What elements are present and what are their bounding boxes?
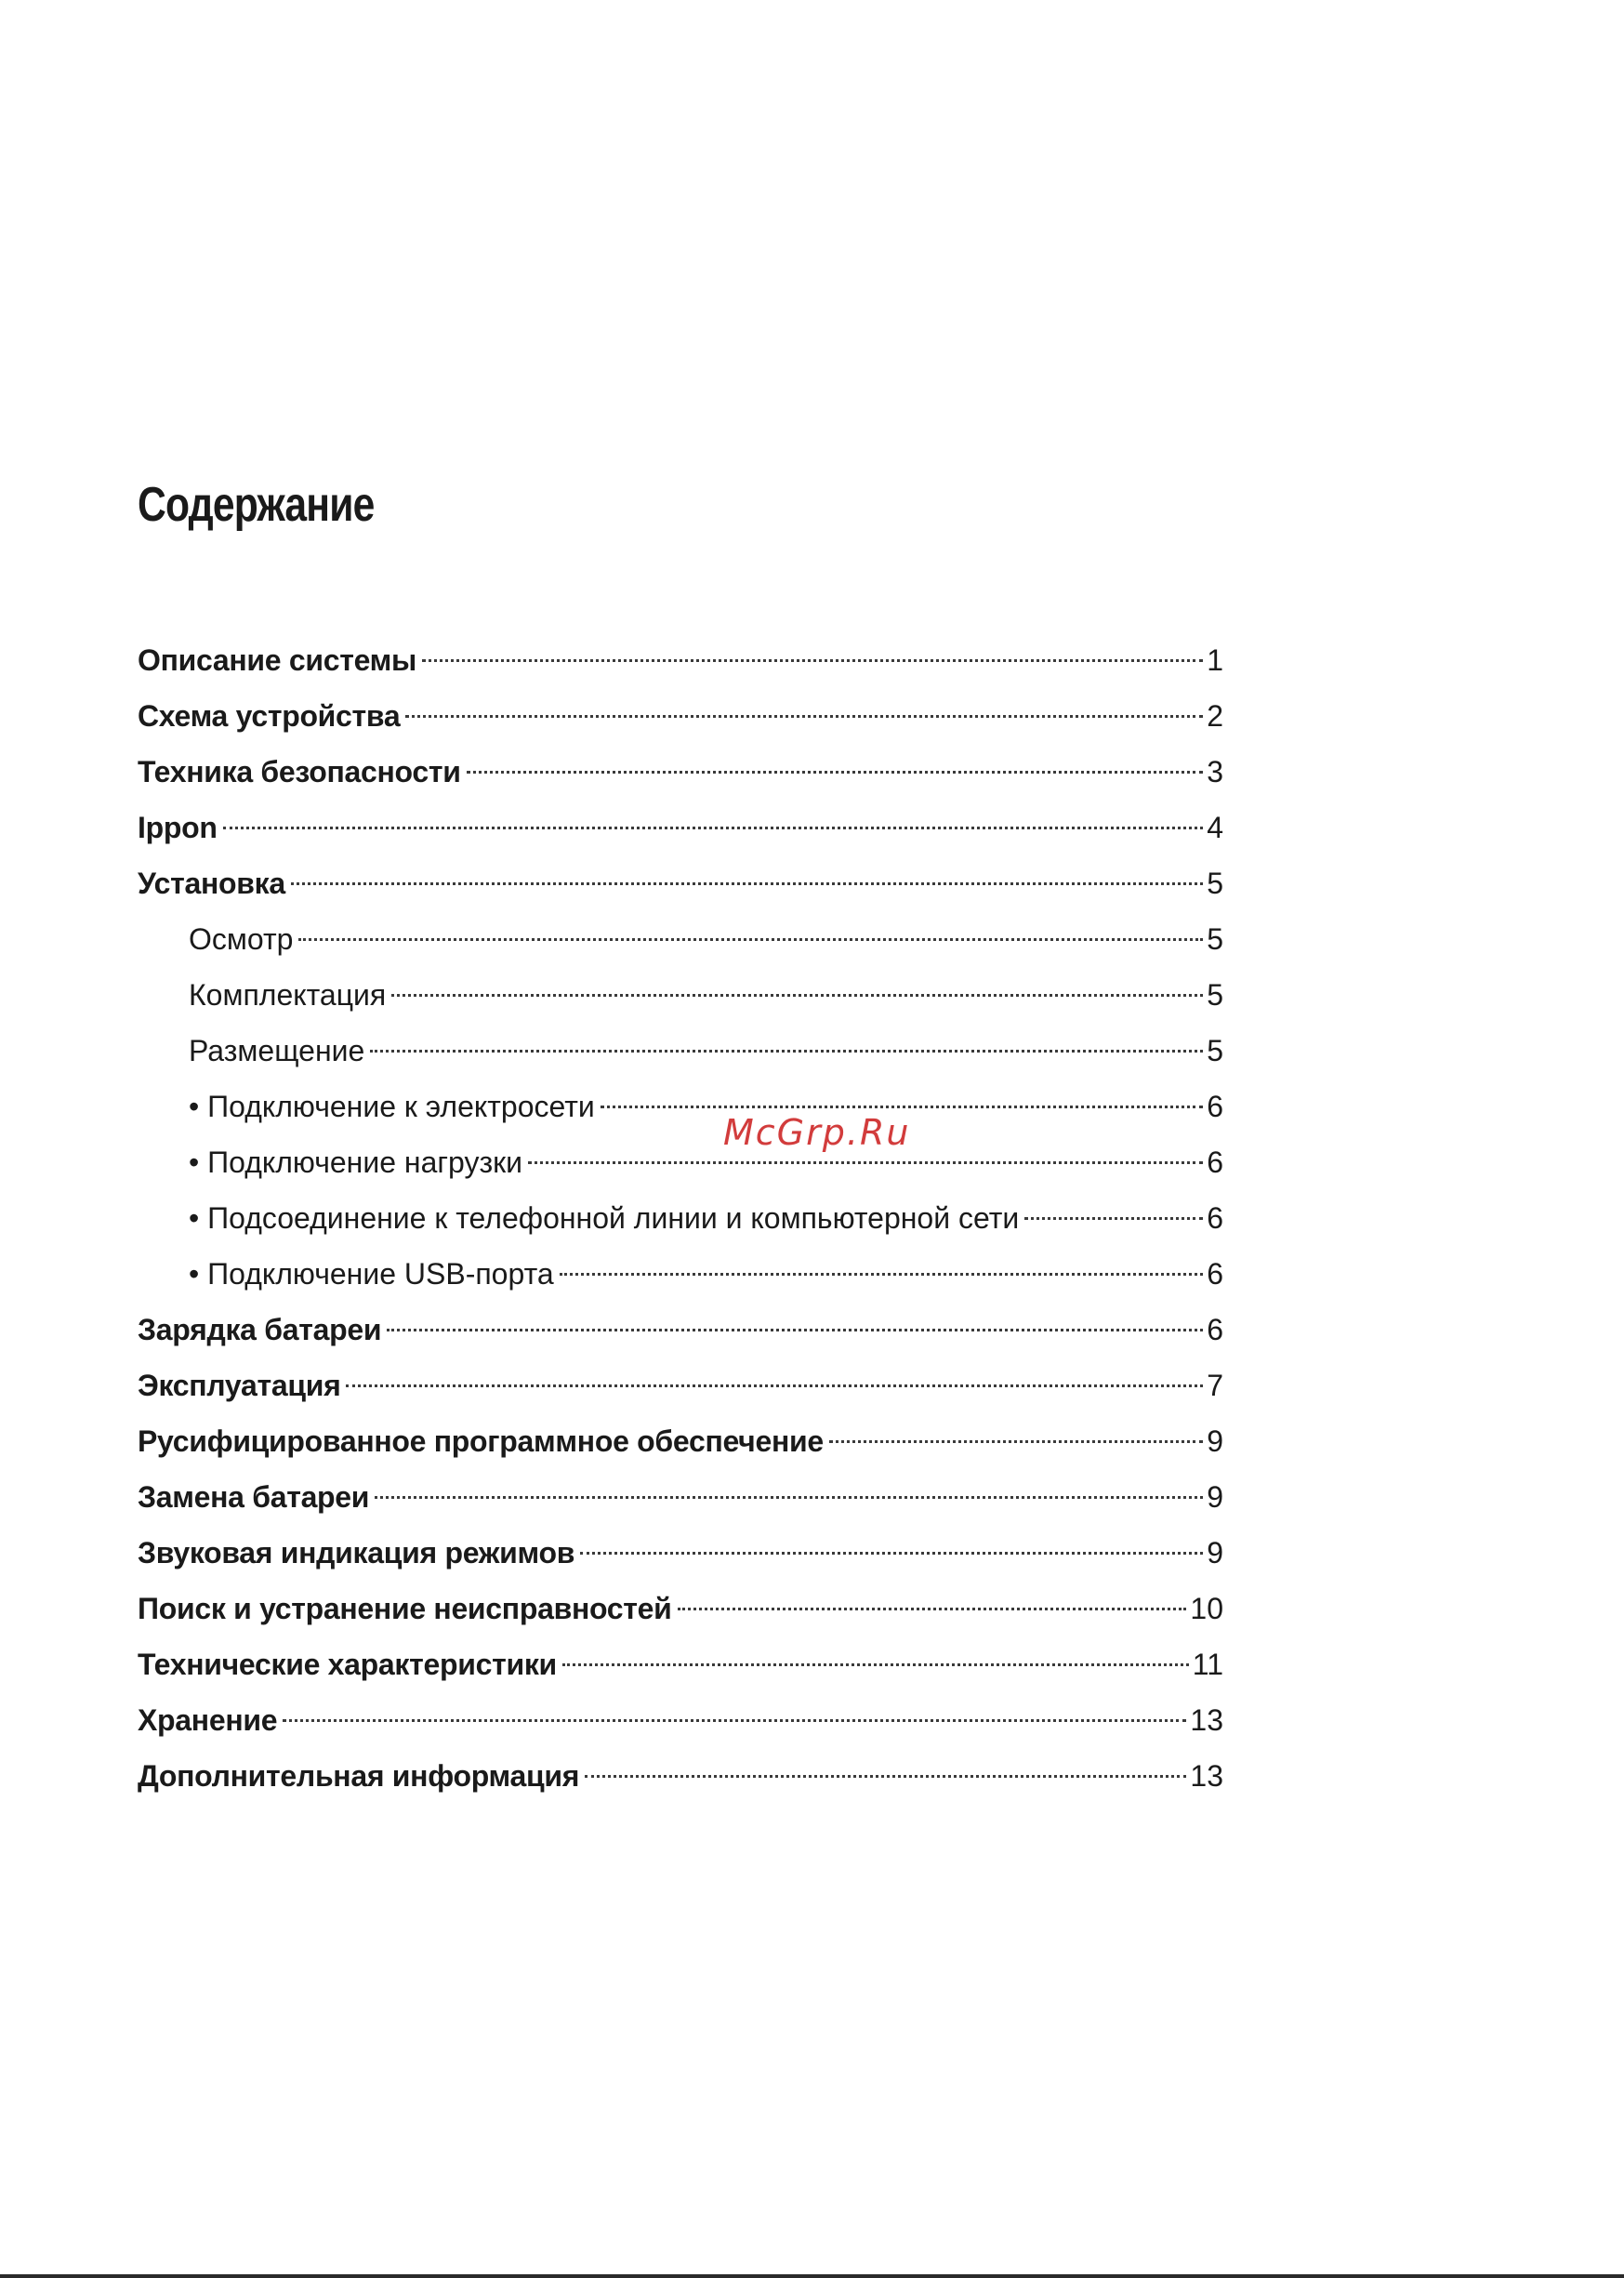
toc-entry-label: • Подключение нагрузки: [189, 1146, 523, 1179]
toc-entry-page-number: 5: [1207, 978, 1223, 1012]
toc-entry[interactable]: [138, 1525, 1223, 1581]
toc-dot-leader: [346, 1384, 1203, 1387]
toc-entry[interactable]: [138, 1692, 1223, 1748]
page-title: Содержание: [138, 478, 375, 532]
toc-entry-page-number: 4: [1207, 811, 1223, 844]
toc-entry-page-number: 13: [1190, 1703, 1223, 1737]
toc-entry-page-number: 10: [1190, 1592, 1223, 1625]
toc-entry-label: Установка: [138, 867, 285, 900]
toc-entry[interactable]: [138, 1190, 1223, 1246]
toc-entry[interactable]: [138, 911, 1223, 967]
toc-entry-label: Русифицированное программное обеспечение: [138, 1424, 824, 1458]
toc-dot-leader: [1024, 1217, 1203, 1220]
toc-entry-label: • Подсоединение к телефонной линии и компьютерной сети: [189, 1201, 1020, 1235]
toc-dot-leader: [829, 1440, 1203, 1443]
toc-dot-leader: [298, 938, 1203, 941]
toc-dot-leader: [528, 1161, 1203, 1164]
toc-dot-leader: [678, 1608, 1187, 1610]
toc-entry-label: Технические характеристики: [138, 1648, 557, 1681]
toc-dot-leader: [291, 882, 1203, 885]
toc-entry[interactable]: [138, 1413, 1223, 1469]
toc-entry-label: Дополнительная информация: [138, 1759, 580, 1793]
table-of-contents: [138, 632, 1223, 1804]
toc-entry-label: Размещение: [189, 1034, 365, 1067]
toc-entry-label: Звуковая индикация режимов: [138, 1536, 575, 1569]
toc-entry[interactable]: [138, 855, 1223, 911]
toc-entry[interactable]: [138, 632, 1223, 688]
toc-entry[interactable]: [138, 1469, 1223, 1525]
toc-dot-leader: [223, 827, 1204, 829]
toc-entry-page-number: 7: [1207, 1369, 1223, 1402]
toc-entry[interactable]: [138, 1023, 1223, 1079]
toc-entry[interactable]: [138, 1079, 1223, 1134]
toc-entry[interactable]: [138, 688, 1223, 744]
toc-entry-page-number: 9: [1207, 1536, 1223, 1569]
toc-entry-page-number: 13: [1190, 1759, 1223, 1793]
toc-entry-page-number: 6: [1207, 1257, 1223, 1291]
toc-entry-page-number: 6: [1207, 1201, 1223, 1235]
toc-entry[interactable]: [138, 1581, 1223, 1636]
toc-entry-page-number: 2: [1207, 699, 1223, 733]
toc-entry-label: • Подключение USB-порта: [189, 1257, 554, 1291]
toc-entry-page-number: 5: [1207, 922, 1223, 956]
toc-entry[interactable]: [138, 1302, 1223, 1358]
toc-entry-label: Комплектация: [189, 978, 387, 1012]
toc-entry[interactable]: [138, 1134, 1223, 1190]
toc-entry[interactable]: [138, 1358, 1223, 1413]
toc-entry-label: • Подключение к электросети: [189, 1090, 595, 1123]
toc-entry-page-number: 6: [1207, 1313, 1223, 1346]
toc-entry-page-number: 3: [1207, 755, 1223, 788]
toc-dot-leader: [405, 715, 1203, 718]
toc-entry-page-number: 1: [1207, 643, 1223, 677]
toc-entry[interactable]: [138, 1748, 1223, 1804]
toc-entry-page-number: 9: [1207, 1424, 1223, 1458]
toc-entry-page-number: 11: [1192, 1648, 1223, 1681]
toc-dot-leader: [283, 1719, 1186, 1722]
toc-entry-page-number: 6: [1207, 1146, 1223, 1179]
toc-entry[interactable]: [138, 1636, 1223, 1692]
toc-dot-leader: [585, 1775, 1186, 1778]
toc-dot-leader: [562, 1663, 1189, 1666]
toc-dot-leader: [601, 1106, 1203, 1108]
toc-dot-leader: [391, 994, 1203, 997]
toc-dot-leader: [370, 1050, 1203, 1053]
toc-dot-leader: [375, 1496, 1203, 1499]
toc-dot-leader: [580, 1552, 1203, 1555]
watermark: McGrp.Ru: [723, 1112, 911, 1153]
toc-entry-label: Эксплуатация: [138, 1369, 341, 1402]
toc-entry-label: Хранение: [138, 1703, 278, 1737]
toc-dot-leader: [422, 659, 1203, 662]
toc-dot-leader: [560, 1273, 1204, 1276]
toc-dot-leader: [467, 771, 1204, 774]
toc-entry-page-number: 6: [1207, 1090, 1223, 1123]
toc-entry-label: Поиск и устранение неисправностей: [138, 1592, 672, 1625]
toc-entry[interactable]: [138, 967, 1223, 1023]
toc-entry-label: Схема устройства: [138, 699, 401, 733]
toc-entry-label: Ippon: [138, 811, 218, 844]
toc-entry-label: Замена батареи: [138, 1480, 370, 1514]
toc-entry-page-number: 5: [1207, 1034, 1223, 1067]
toc-entry[interactable]: [138, 800, 1223, 855]
toc-entry-label: Осмотр: [189, 922, 294, 956]
toc-entry-page-number: 5: [1207, 867, 1223, 900]
toc-entry[interactable]: [138, 1246, 1223, 1302]
toc-entry[interactable]: [138, 744, 1223, 800]
toc-entry-label: Зарядка батареи: [138, 1313, 382, 1346]
toc-entry-page-number: 9: [1207, 1480, 1223, 1514]
toc-dot-leader: [387, 1329, 1203, 1331]
bottom-rule: [0, 2274, 1624, 2278]
toc-entry-label: Техника безопасности: [138, 755, 461, 788]
toc-entry-label: Описание системы: [138, 643, 417, 677]
